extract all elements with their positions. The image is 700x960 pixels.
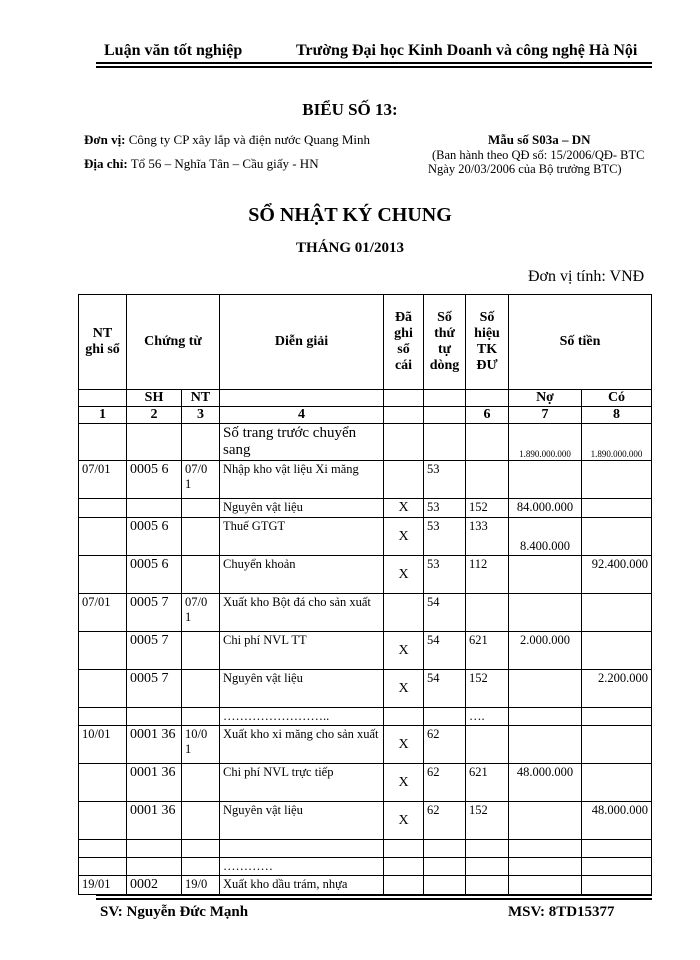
debit-amount <box>509 461 582 499</box>
entry-date <box>79 670 127 708</box>
posted-mark: X <box>384 518 424 556</box>
entry-date <box>79 556 127 594</box>
credit-amount: 2.200.000 <box>582 670 652 708</box>
credit-amount <box>582 499 652 518</box>
header-divider-2 <box>96 66 652 68</box>
voucher-date <box>182 556 220 594</box>
entry-date: 07/01 <box>79 461 127 499</box>
voucher-date <box>182 858 220 876</box>
table-row <box>79 461 652 499</box>
footer-divider-2 <box>96 898 652 900</box>
company-label: Đơn vị: <box>84 132 126 147</box>
credit-amount <box>582 858 652 876</box>
entry-date <box>79 858 127 876</box>
credit-amount <box>582 632 652 670</box>
entry-date <box>79 802 127 840</box>
posted-mark: X <box>384 726 424 764</box>
col-so-thu-tu-dong: Số thứ tự dòng <box>424 295 466 390</box>
posted-mark: X <box>384 632 424 670</box>
regulation-line-2: Ngày 20/03/2006 của Bộ trưởng BTC) <box>428 162 622 176</box>
posted-mark: X <box>384 802 424 840</box>
account-number <box>466 461 509 499</box>
line-number <box>424 840 466 858</box>
posted-mark: X <box>384 670 424 708</box>
col-num-1: 1 <box>79 407 127 424</box>
col-num-3: 3 <box>182 407 220 424</box>
voucher-number: 0005 6 <box>127 556 182 594</box>
col-num-5 <box>384 407 424 424</box>
debit-amount: 48.000.000 <box>509 764 582 802</box>
entry-date <box>79 632 127 670</box>
voucher-date: 07/0 1 <box>182 461 220 499</box>
carry-forward-no: 1.890.000.000 <box>509 424 582 461</box>
col-nt: NT <box>182 390 220 407</box>
col-sh: SH <box>127 390 182 407</box>
credit-amount <box>582 726 652 764</box>
table-row <box>79 726 652 764</box>
entry-description: Chi phí NVL trực tiếp <box>220 764 384 802</box>
entry-description: Nguyên vật liệu <box>220 802 384 840</box>
account-number: 152 <box>466 670 509 708</box>
voucher-date <box>182 840 220 858</box>
credit-amount <box>582 518 652 556</box>
posted-mark <box>384 840 424 858</box>
debit-amount: 2.000.000 <box>509 632 582 670</box>
debit-amount <box>509 802 582 840</box>
col-num-7: 7 <box>509 407 582 424</box>
voucher-date <box>182 670 220 708</box>
line-number: 53 <box>424 518 466 556</box>
debit-amount: 84.000.000 <box>509 499 582 518</box>
carry-forward-row <box>79 424 652 461</box>
company-line <box>84 132 370 148</box>
posted-mark <box>384 594 424 632</box>
voucher-number: 0001 36 <box>127 726 182 764</box>
subheader-row <box>79 390 652 407</box>
entry-description: Xuất kho dầu trám, nhựa <box>220 876 384 895</box>
account-number <box>466 840 509 858</box>
entry-description: Chuyển khoản <box>220 556 384 594</box>
table-row <box>79 518 652 556</box>
voucher-number: 0001 36 <box>127 764 182 802</box>
carry-forward-co: 1.890.000.000 <box>582 424 652 461</box>
table-row <box>79 632 652 670</box>
posted-mark: X <box>384 556 424 594</box>
table-row <box>79 764 652 802</box>
debit-amount <box>509 556 582 594</box>
account-number: 112 <box>466 556 509 594</box>
voucher-number <box>127 499 182 518</box>
credit-amount <box>582 764 652 802</box>
entry-description: Chi phí NVL TT <box>220 632 384 670</box>
debit-amount <box>509 876 582 895</box>
voucher-number: 0002 <box>127 876 182 895</box>
carry-forward-label: Số trang trước chuyển sang <box>220 424 384 461</box>
student-name: SV: Nguyễn Đức Mạnh <box>100 904 249 920</box>
col-num-4: 4 <box>220 407 384 424</box>
table-row <box>79 840 652 858</box>
account-number <box>466 876 509 895</box>
col-so-tien: Số tiền <box>509 295 652 390</box>
line-number: 53 <box>424 556 466 594</box>
voucher-date <box>182 632 220 670</box>
account-number <box>466 858 509 876</box>
voucher-number <box>127 858 182 876</box>
voucher-number <box>127 840 182 858</box>
account-number: 152 <box>466 499 509 518</box>
template-code: Mẫu số S03a – DN <box>488 132 591 147</box>
voucher-date <box>182 764 220 802</box>
entry-date: 19/01 <box>79 876 127 895</box>
period: THÁNG 01/2013 <box>296 240 404 256</box>
account-number <box>466 726 509 764</box>
line-number: 62 <box>424 726 466 764</box>
account-number: 152 <box>466 802 509 840</box>
debit-amount <box>509 840 582 858</box>
col-chung-tu: Chứng từ <box>127 295 220 390</box>
debit-amount <box>509 670 582 708</box>
voucher-number: 0005 7 <box>127 594 182 632</box>
entry-description <box>220 840 384 858</box>
entry-date: 10/01 <box>79 726 127 764</box>
voucher-date <box>182 518 220 556</box>
col-no: Nợ <box>509 390 582 407</box>
account-number: 621 <box>466 764 509 802</box>
credit-amount: 48.000.000 <box>582 802 652 840</box>
entry-description: …………………….. <box>220 708 384 726</box>
credit-amount <box>582 708 652 726</box>
voucher-number: 0005 6 <box>127 461 182 499</box>
line-number: 62 <box>424 764 466 802</box>
entry-date <box>79 840 127 858</box>
entry-date: 07/01 <box>79 594 127 632</box>
address-value: Tổ 56 – Nghĩa Tân – Cầu giấy - HN <box>130 156 319 171</box>
credit-amount <box>582 876 652 895</box>
address-label: Địa chỉ: <box>84 156 128 171</box>
currency-unit: Đơn vị tính: VNĐ <box>528 268 645 285</box>
line-number <box>424 876 466 895</box>
col-so-hieu-tk: Số hiệu TK ĐƯ <box>466 295 509 390</box>
col-co: Có <box>582 390 652 407</box>
entry-date <box>79 499 127 518</box>
header-divider <box>96 62 652 64</box>
entry-description: Thuế GTGT <box>220 518 384 556</box>
posted-mark <box>384 461 424 499</box>
posted-mark <box>384 708 424 726</box>
regulation-line-1: (Ban hành theo QĐ số: 15/2006/QĐ- BTC <box>432 148 645 162</box>
entry-date <box>79 764 127 802</box>
voucher-date: 19/0 <box>182 876 220 895</box>
voucher-number <box>127 708 182 726</box>
account-number: 133 <box>466 518 509 556</box>
voucher-number: 0005 7 <box>127 632 182 670</box>
col-dien-giai: Diễn giải <box>220 295 384 390</box>
col-da-ghi-so-cai: Đã ghi sổ cái <box>384 295 424 390</box>
table-row <box>79 499 652 518</box>
debit-amount <box>509 594 582 632</box>
footer-divider <box>96 894 652 896</box>
entry-date <box>79 708 127 726</box>
voucher-date: 07/0 1 <box>182 594 220 632</box>
col-num-8: 8 <box>582 407 652 424</box>
debit-amount <box>509 708 582 726</box>
entry-description: Nguyên vật liệu <box>220 670 384 708</box>
entry-description: ………… <box>220 858 384 876</box>
column-number-row <box>79 407 652 424</box>
voucher-number: 0001 36 <box>127 802 182 840</box>
student-id: MSV: 8TD15377 <box>508 904 615 920</box>
table-row <box>79 802 652 840</box>
table-row <box>79 556 652 594</box>
posted-mark <box>384 858 424 876</box>
header-university: Trường Đại học Kinh Doanh và công nghệ Hà Nội <box>296 42 638 59</box>
account-number: …. <box>466 708 509 726</box>
credit-amount <box>582 461 652 499</box>
entry-description: Nhập kho vật liệu Xi măng <box>220 461 384 499</box>
table-row <box>79 876 652 895</box>
line-number <box>424 708 466 726</box>
account-number: 621 <box>466 632 509 670</box>
voucher-date <box>182 802 220 840</box>
table-row <box>79 670 652 708</box>
credit-amount <box>582 840 652 858</box>
line-number: 53 <box>424 499 466 518</box>
entry-description: Xuất kho Bột đá cho sản xuất <box>220 594 384 632</box>
table-row <box>79 858 652 876</box>
col-num-6: 6 <box>466 407 509 424</box>
posted-mark: X <box>384 499 424 518</box>
col-num-2: 2 <box>127 407 182 424</box>
line-number: 54 <box>424 594 466 632</box>
journal-table <box>78 294 652 895</box>
voucher-number: 0005 6 <box>127 518 182 556</box>
form-number: BIỂU SỐ 13: <box>302 100 398 119</box>
company-value: Công ty CP xây lắp và điện nước Quang Minh <box>128 132 371 147</box>
account-number <box>466 594 509 632</box>
col-nt-ghi-so: NT ghi sổ <box>79 295 127 390</box>
entry-description: Nguyên vật liệu <box>220 499 384 518</box>
line-number: 62 <box>424 802 466 840</box>
voucher-date <box>182 708 220 726</box>
line-number: 54 <box>424 632 466 670</box>
header-row <box>79 295 652 390</box>
header-thesis-label: Luận văn tốt nghiệp <box>104 42 243 59</box>
table-row <box>79 594 652 632</box>
voucher-number: 0005 7 <box>127 670 182 708</box>
entry-date <box>79 518 127 556</box>
line-number <box>424 858 466 876</box>
debit-amount <box>509 858 582 876</box>
credit-amount: 92.400.000 <box>582 556 652 594</box>
line-number: 54 <box>424 670 466 708</box>
entry-description: Xuất kho xi măng cho sản xuất <box>220 726 384 764</box>
posted-mark: X <box>384 764 424 802</box>
debit-amount <box>509 726 582 764</box>
credit-amount <box>582 594 652 632</box>
line-number: 53 <box>424 461 466 499</box>
debit-amount: 8.400.000 <box>509 518 582 556</box>
voucher-date: 10/0 1 <box>182 726 220 764</box>
page-title: SỔ NHẬT KÝ CHUNG <box>248 204 452 226</box>
address-line <box>84 156 319 172</box>
voucher-date <box>182 499 220 518</box>
table-row <box>79 708 652 726</box>
posted-mark <box>384 876 424 895</box>
